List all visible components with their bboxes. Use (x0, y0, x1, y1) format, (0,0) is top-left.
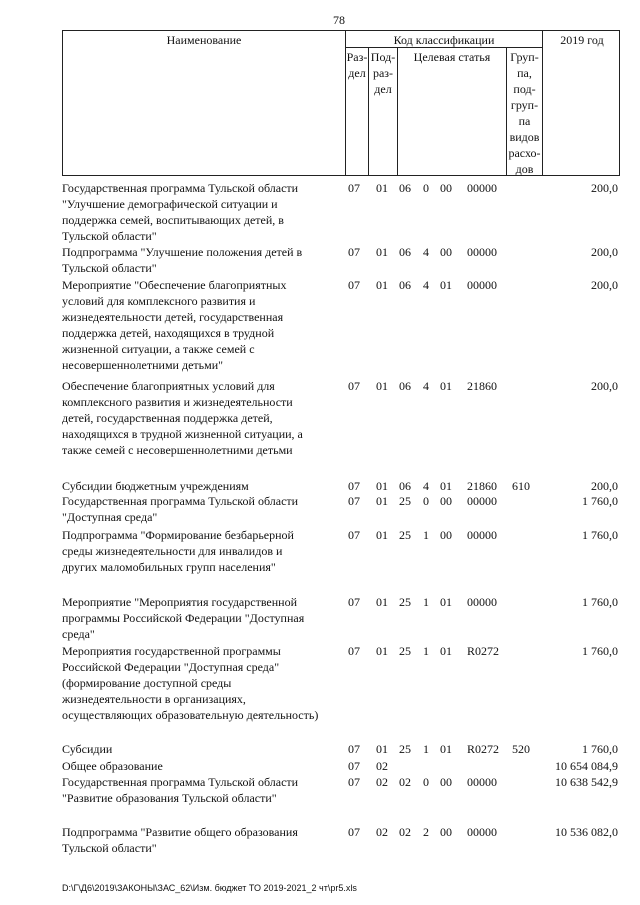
row-code-c1: 02 (399, 825, 411, 839)
row-code-rz: 07 (348, 181, 360, 195)
row-code-c1: 25 (399, 595, 411, 609)
row-code-c2: 2 (423, 825, 429, 839)
row-code-c3: 00 (440, 181, 452, 195)
header-subsection: Под- раз- дел (370, 50, 396, 96)
header-name: Наименование (166, 33, 242, 47)
table-header (62, 30, 620, 176)
row-code-c2: 1 (423, 595, 429, 609)
row-code-c3: 01 (440, 278, 452, 292)
row-code-c4: 21860 (467, 479, 497, 493)
row-name: Мероприятие "Мероприятия государственной программы Российской Федерации "Доступная среда" (62, 595, 305, 641)
row-code-c3: 00 (440, 245, 452, 259)
row-code-pr: 01 (376, 528, 388, 542)
row-code-rz: 07 (348, 278, 360, 292)
row-code-c2: 4 (423, 278, 429, 292)
row-code-c4: R0272 (467, 742, 500, 756)
header-target: Целевая статья (413, 50, 491, 64)
row-code-c4: 00000 (467, 494, 497, 508)
row-name: Мероприятия государственной программы Российской Федерации "Доступная среда" (формирование доступной среды жизнедеятельности в организациях, осуществляющих образовательную деятельность) (62, 644, 319, 722)
header-code: Код классификации (393, 33, 495, 47)
row-amount: 10 638 542,9 (555, 775, 618, 789)
row-code-c4: 00000 (467, 278, 497, 292)
row-code-c1: 25 (399, 644, 411, 658)
row-name: Государственная программа Тульской области "Улучшение демографической ситуации и поддержка семей, воспитывающих детей, в Тульской области" (62, 181, 299, 243)
row-amount: 10 654 084,9 (555, 759, 618, 773)
row-code-rz: 07 (348, 742, 360, 756)
row-code-rz: 07 (348, 245, 360, 259)
row-code-pr: 01 (376, 278, 388, 292)
row-code-c2: 0 (423, 181, 429, 195)
row-code-c2: 4 (423, 379, 429, 393)
row-code-c4: 00000 (467, 775, 497, 789)
row-code-c1: 06 (399, 181, 411, 195)
row-code-c3: 00 (440, 825, 452, 839)
row-code-pr: 01 (376, 379, 388, 393)
row-code-c2: 1 (423, 742, 429, 756)
page-number: 78 (333, 13, 345, 27)
row-code-c4: 00000 (467, 245, 497, 259)
row-code-c1: 06 (399, 479, 411, 493)
row-code-rz: 07 (348, 759, 360, 773)
row-code-c1: 25 (399, 494, 411, 508)
row-code-rz: 07 (348, 479, 360, 493)
row-code-vr: 520 (512, 742, 530, 756)
row-name: Подпрограмма "Развитие общего образования Тульской области" (62, 825, 298, 855)
row-code-c3: 00 (440, 494, 452, 508)
row-name: Мероприятие "Обеспечение благоприятных условий для комплексного развития и жизнедеятельности детей, государственная поддержка детей, находящихся в трудной жизненной ситуации, а также семей с несовершеннолетними детьми" (62, 278, 287, 372)
row-name: Общее образование (62, 759, 163, 773)
header-group: Груп- па, под- груп- па видов расхо- дов (508, 50, 541, 176)
row-code-c1: 06 (399, 278, 411, 292)
row-code-c1: 25 (399, 528, 411, 542)
row-code-vr: 610 (512, 479, 530, 493)
row-code-c4: 00000 (467, 825, 497, 839)
row-name: Подпрограмма "Улучшение положения детей в Тульской области" (62, 245, 303, 275)
row-code-pr: 01 (376, 479, 388, 493)
row-amount: 1 760,0 (582, 595, 618, 609)
row-code-c1: 06 (399, 245, 411, 259)
row-amount: 200,0 (591, 278, 618, 292)
row-amount: 10 536 082,0 (555, 825, 618, 839)
row-code-c3: 00 (440, 775, 452, 789)
row-code-rz: 07 (348, 825, 360, 839)
row-code-c1: 02 (399, 775, 411, 789)
row-code-rz: 07 (348, 775, 360, 789)
row-amount: 200,0 (591, 181, 618, 195)
row-code-pr: 01 (376, 644, 388, 658)
row-amount: 1 760,0 (582, 742, 618, 756)
row-code-rz: 07 (348, 494, 360, 508)
row-amount: 200,0 (591, 245, 618, 259)
row-code-rz: 07 (348, 379, 360, 393)
row-code-c4: 00000 (467, 181, 497, 195)
row-code-c2: 1 (423, 528, 429, 542)
row-code-c4: 21860 (467, 379, 497, 393)
row-code-c1: 25 (399, 742, 411, 756)
row-code-pr: 02 (376, 775, 388, 789)
row-name: Подпрограмма "Формирование безбарьерной среды жизнедеятельности для инвалидов и других маломобильных групп населения" (62, 528, 294, 574)
row-code-rz: 07 (348, 644, 360, 658)
row-amount: 1 760,0 (582, 528, 618, 542)
row-amount: 1 760,0 (582, 494, 618, 508)
row-code-pr: 01 (376, 245, 388, 259)
row-code-c2: 0 (423, 494, 429, 508)
row-code-pr: 01 (376, 181, 388, 195)
row-code-c3: 01 (440, 595, 452, 609)
row-name: Государственная программа Тульской области "Доступная среда" (62, 494, 299, 524)
row-code-pr: 01 (376, 595, 388, 609)
row-code-pr: 01 (376, 494, 388, 508)
header-year: 2019 год (560, 33, 604, 47)
row-name: Обеспечение благоприятных условий для комплексного развития и жизнедеятельности детей, государственная поддержка детей, находящихся в трудной жизненной ситуации, а также семей с несовершеннолетними детьми (62, 379, 303, 457)
file-path-footer: D:\Г\Д6\2019\ЗАКОНЫ\ЗАС_62\Изм. бюджет ТО 2019-2021_2 чт\pr5.xls (62, 883, 357, 893)
row-code-c2: 4 (423, 245, 429, 259)
row-code-c4: 00000 (467, 595, 497, 609)
row-code-c3: 01 (440, 379, 452, 393)
row-code-c3: 01 (440, 742, 452, 756)
row-code-c4: 00000 (467, 528, 497, 542)
row-name: Государственная программа Тульской области "Развитие образования Тульской области" (62, 775, 299, 805)
row-amount: 200,0 (591, 379, 618, 393)
row-amount: 200,0 (591, 479, 618, 493)
row-code-c2: 4 (423, 479, 429, 493)
row-code-c2: 1 (423, 644, 429, 658)
row-name: Субсидии бюджетным учреждениям (62, 479, 249, 493)
row-code-c3: 00 (440, 528, 452, 542)
row-code-pr: 02 (376, 759, 388, 773)
row-code-c3: 01 (440, 479, 452, 493)
row-code-c2: 0 (423, 775, 429, 789)
row-code-pr: 01 (376, 742, 388, 756)
row-code-pr: 02 (376, 825, 388, 839)
row-name: Субсидии (62, 742, 113, 756)
row-amount: 1 760,0 (582, 644, 618, 658)
row-code-rz: 07 (348, 528, 360, 542)
row-code-rz: 07 (348, 595, 360, 609)
header-section: Раз- дел (346, 50, 368, 80)
row-code-c1: 06 (399, 379, 411, 393)
row-code-c3: 01 (440, 644, 452, 658)
row-code-c4: R0272 (467, 644, 500, 658)
